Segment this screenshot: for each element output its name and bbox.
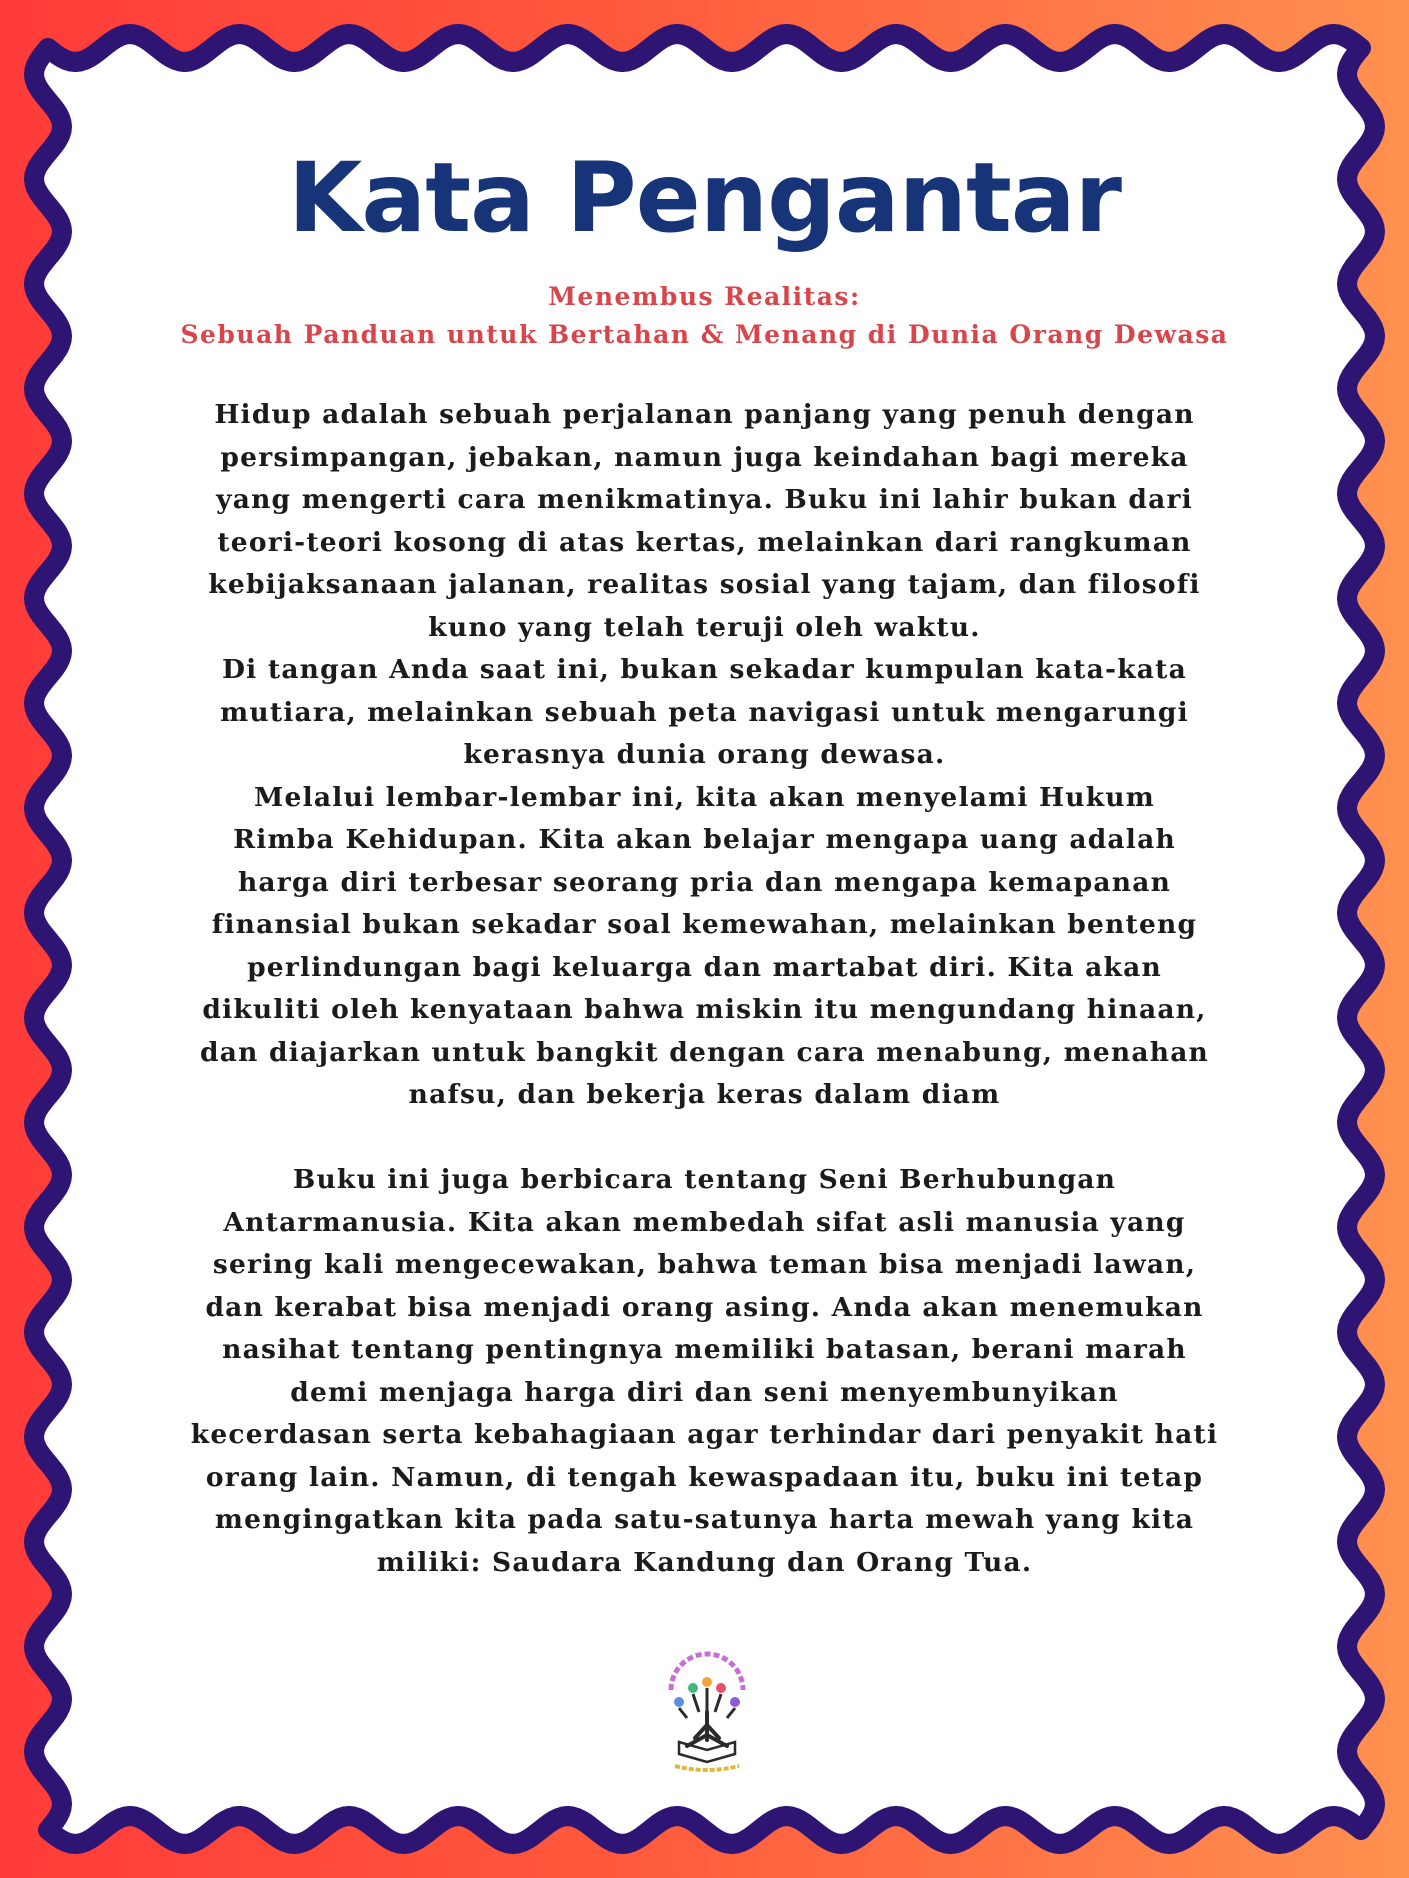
body-line: dikuliti oleh kenyataan bahwa miskin itu mengundang hinaan, — [202, 994, 1207, 1025]
body-text — [120, 394, 1289, 1584]
body-line: demi menjaga harga diri dan seni menyembunyikan — [290, 1376, 1119, 1408]
body-line: dan diajarkan untuk bangkit dengan cara menabung, menahan — [199, 1036, 1210, 1068]
body-line: finansial bukan sekadar soal kemewahan, melainkan benteng — [211, 909, 1198, 940]
body-line: sering kali mengecewakan, bahwa teman bisa menjadi lawan, — [212, 1249, 1197, 1280]
body-line: mutiara, melainkan sebuah peta navigasi untuk mengarungi — [220, 696, 1189, 728]
body-line: Rimba Kehidupan. Kita akan belajar mengapa uang adalah — [233, 824, 1176, 855]
body-line: dan kerabat bisa menjadi orang asing. Anda akan menemukan — [205, 1291, 1204, 1323]
subtitle — [120, 278, 1289, 354]
body-line: mengingatkan kita pada satu-satunya harta mewah yang kita — [214, 1504, 1195, 1535]
subtitle-line: Menembus Realitas: — [548, 282, 861, 311]
body-line: yang mengerti cara menikmatinya. Buku ini lahir bukan dari — [216, 484, 1193, 515]
body-line: nafsu, dan bekerja keras dalam diam — [408, 1079, 1001, 1110]
body-line: kuno yang telah teruji oleh waktu. — [428, 611, 981, 643]
tree-people-logo-icon — [657, 1650, 757, 1775]
body-line: Hidup adalah sebuah perjalanan panjang yang penuh dengan — [214, 399, 1195, 430]
body-line: Di tangan Anda saat ini, bukan sekadar kumpulan kata-kata — [222, 654, 1187, 685]
body-line: perlindungan bagi keluarga dan martabat diri. Kita akan — [247, 951, 1162, 983]
body-line — [120, 1117, 1289, 1160]
document-content — [120, 120, 1289, 1584]
body-line: miliki: Saudara Kandung dan Orang Tua. — [376, 1546, 1033, 1578]
subtitle-line: Sebuah Panduan untuk Bertahan & Menang di Dunia Orang Dewasa — [180, 320, 1229, 349]
body-line: Antarmanusia. Kita akan membedah sifat asli manusia yang — [223, 1206, 1186, 1238]
body-line: orang lain. Namun, di tengah kewaspadaan itu, buku ini tetap — [205, 1461, 1204, 1493]
page-title: Kata Pengantar — [288, 142, 1121, 254]
body-line: Melalui lembar-lembar ini, kita akan menyelami Hukum — [253, 781, 1156, 813]
body-line: harga diri terbesar seorang pria dan mengapa kemapanan — [237, 866, 1172, 898]
body-line: kecerdasan serta kebahagiaan agar terhindar dari penyakit hati — [190, 1419, 1219, 1450]
body-line: kerasnya dunia orang dewasa. — [463, 739, 946, 770]
body-line: persimpangan, jebakan, namun juga keindahan bagi mereka — [220, 441, 1189, 473]
body-line: nasihat tentang pentingnya memiliki batasan, berani marah — [222, 1334, 1187, 1365]
body-line: Buku ini juga berbicara tentang Seni Berhubungan — [292, 1164, 1117, 1195]
body-line: teori-teori kosong di atas kertas, melainkan dari rangkuman — [217, 526, 1192, 558]
body-line: kebijaksanaan jalanan, realitas sosial yang tajam, dan filosofi — [208, 569, 1201, 600]
